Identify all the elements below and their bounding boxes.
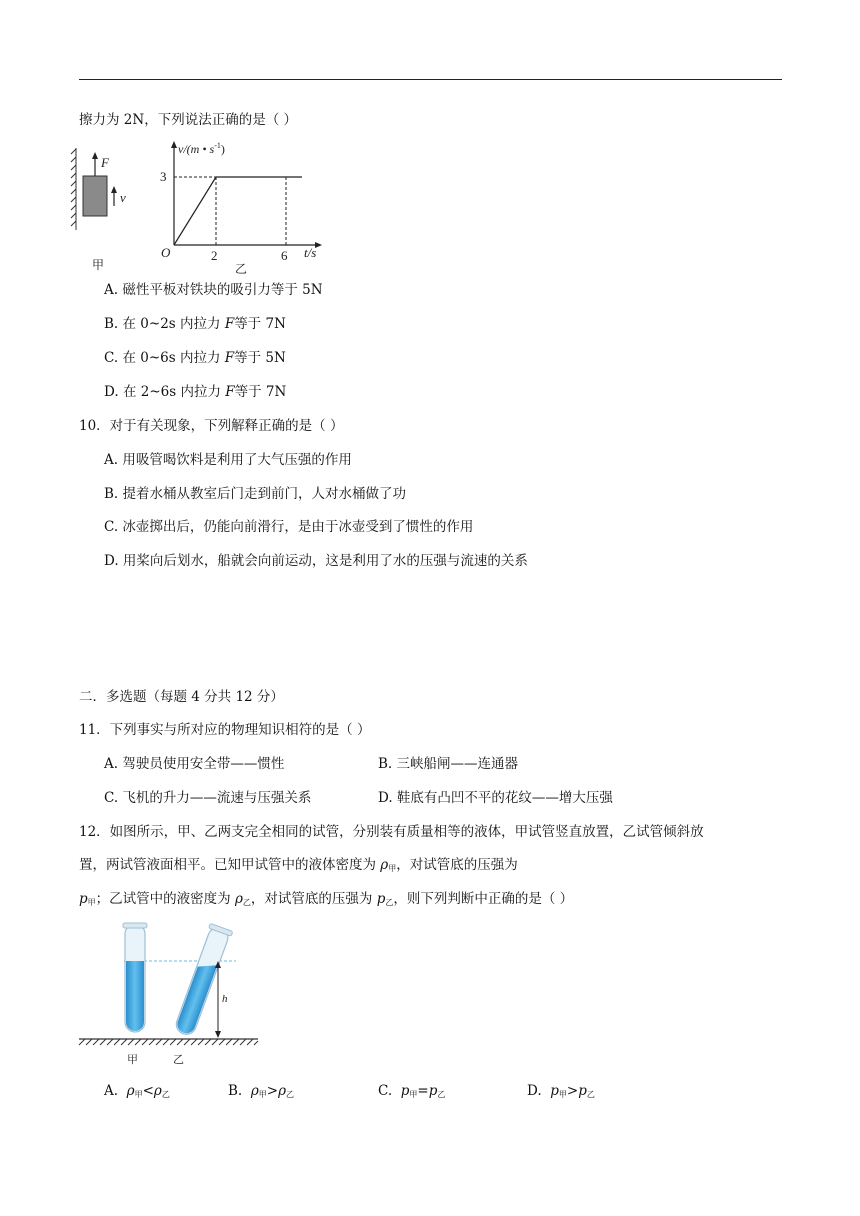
test-tube-yi	[172, 923, 233, 1037]
test-tube-jia	[123, 923, 147, 1032]
origin-label: O	[161, 245, 171, 260]
height-label: h	[222, 993, 228, 1005]
q12-option-a: A. $\rho_甲<\rho_乙$	[104, 1083, 170, 1099]
q9-option-a: A. 磁性平板对铁块的吸引力等于 5N	[104, 282, 323, 298]
q12-stem-line1: 12．如图所示，甲、乙两支完全相同的试管，分别装有质量相等的液体，甲试管竖直放置，乙试管倾斜放	[79, 824, 704, 840]
v-t-ramp	[174, 177, 216, 245]
q9-figure-yi	[150, 135, 330, 275]
q10-option-c: C. 冰壶掷出后，仍能向前滑行，是由于冰壶受到了惯性的作用	[104, 519, 474, 535]
liquid-jia	[126, 961, 144, 1031]
velocity-label: v	[120, 190, 126, 205]
iron-block	[83, 176, 107, 216]
x-axis-label: t/s	[304, 245, 317, 260]
q11-stem: 11．下列事实与所对应的物理知识相符的是（ ）	[79, 722, 371, 738]
header-rule	[79, 79, 782, 80]
q11-option-b: B. 三峡船闸——连通器	[378, 756, 519, 772]
q10-option-b: B. 提着水桶从教室后门走到前门，人对水桶做了功	[104, 486, 407, 502]
caption-jia: 甲	[92, 258, 105, 272]
section-title: 二．多选题（每题 4 分共 12 分）	[79, 689, 284, 705]
y-axis-label: v/(m • s	[178, 142, 215, 156]
x-tick-6: 6	[281, 248, 288, 263]
q11-option-a: A. 驾驶员使用安全带——惯性	[104, 756, 285, 772]
svg-text:v/(m • s-1)	[178, 141, 225, 156]
q9-option-b: B. 在 0~2s 内拉力 F等于 7N	[104, 316, 286, 332]
force-label: F	[101, 155, 109, 170]
q12-stem-line2: 置，两试管液面相平。已知甲试管中的液体密度为 $\rho_甲$，对试管底的压强为	[79, 857, 518, 873]
caption-tube-jia: 甲	[127, 1053, 138, 1066]
q10-stem: 10．对于有关现象，下列解释正确的是（ ）	[79, 418, 344, 434]
y-axis-label-close: )	[220, 142, 225, 156]
q11-option-c: C. 飞机的升力——流速与压强关系	[104, 790, 312, 806]
q12-option-b: B. $\rho_甲>\rho_乙$	[228, 1083, 294, 1099]
caption-tube-yi: 乙	[173, 1053, 184, 1066]
x-tick-2: 2	[211, 248, 218, 263]
caption-yi: 乙	[235, 262, 248, 275]
q9-stem: 擦力为 2N，下列说法正确的是（ ）	[79, 112, 297, 128]
q12-figure	[76, 918, 266, 1068]
q10-option-d: D. 用桨向后划水，船就会向前运动，这是利用了水的压强与流速的关系	[104, 553, 528, 569]
ground-hatching	[79, 1039, 258, 1045]
q11-option-d: D. 鞋底有凸凹不平的花纹——增大压强	[378, 790, 613, 806]
q12-stem-line3: $p_甲$；乙试管中的液密度为 $\rho_乙$，对试管底的压强为 $p_乙$，则下列判断中正确的是（ ）	[79, 891, 574, 907]
q10-option-a: A. 用吸管喝饮料是利用了大气压强的作用	[104, 452, 352, 468]
q9-figure-jia	[70, 142, 140, 272]
q9-option-c: C. 在 0~6s 内拉力 F等于 5N	[104, 350, 286, 366]
y-tick-3: 3	[160, 169, 167, 184]
q9-option-d: D. 在 2~6s 内拉力 F等于 7N	[104, 384, 287, 400]
wall-hatching	[71, 148, 76, 230]
q12-option-c: C. $p_甲=p_乙$	[378, 1083, 446, 1099]
y-axis-label-exp: -1	[214, 141, 221, 150]
q12-option-d: D. $p_甲>p_乙$	[527, 1083, 595, 1099]
